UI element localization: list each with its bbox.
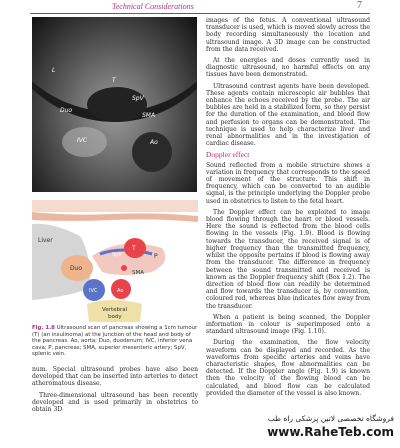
right-column (206, 17, 370, 401)
ultrasound-structure (132, 132, 172, 172)
figure-number: Fig. 1.8 (32, 325, 55, 331)
diagram-label-sma: SMA (132, 270, 144, 276)
paragraph: At the energies and doses currently used in diagnostic ultrasound, no harmful effects on any tissues have been demonstrated. (206, 57, 370, 79)
left-column (32, 366, 198, 417)
paragraph: images of the fetus. A conventional ultrasound transducer is used, which is moved slowly across the body recording simultaneously the location and ultrasound image. A 3D image can be constructed from the data received. (206, 17, 370, 53)
diagram-label-p: P (154, 253, 158, 260)
paragraph: When a patient is being scanned, the Doppler information in colour is superimposed onto a standard ultrasound image (Fig. 1.10). (206, 313, 370, 336)
paragraph: Sound reflected from a mobile structure shows a variation in frequency that corresponds to the speed of movement of the structure. This shift in frequency, which can be converted to an audible signal, is the principle underlying the Doppler probe used in obstetrics to listen to the fetal heart. (206, 161, 370, 205)
us-label-t: T (112, 77, 116, 84)
diagram-label-liver: Liver (38, 237, 53, 244)
header-rule (30, 13, 370, 14)
pancreas-diagram (32, 196, 198, 322)
paragraph: During the examination, the flow velocity waveform can be displayed and recorded. As the waveforms from specific arteries and veins have characteristic shapes, flow abnormalities can be detected. If the Doppler angle (Fig. 1.9) is known then the velocity of the flowing blood can be calculated, and blood flow can be calculated provided the diameter of the vessel is also known. (206, 339, 370, 397)
watermark-url: www.RaheTeb.com (267, 425, 394, 439)
caption-text: Ultrasound scan of pancreas showing a 1cm tumour (T) (an insulinoma) at the junction of the head and body of the pancreas. Ao, aorta; Duo, duodenum; IVC, inferior vena cava; P, pancreas; SMA, superior mesenteric artery; SpV, splenic vein. (32, 325, 198, 358)
us-label-sma: SMA (142, 112, 156, 119)
watermark (206, 414, 396, 444)
paragraph: Three-dimensional ultrasound has been recently developed and is used primarily in obstetrics to obtain 3D (32, 391, 198, 414)
diagram-label-vertebral: Vertebral (102, 307, 128, 313)
us-label-spv: SpV (132, 95, 144, 102)
paragraph: num. Special ultrasound probes have also been developed that can be inserted into arteries to detect atheromatous disease. (32, 366, 198, 388)
running-title: Technical Considerations (112, 2, 194, 11)
watermark-persian-text: فروشگاه تخصصی لاتین پزشکی راه طب (267, 414, 394, 423)
running-header (0, 0, 400, 14)
diagram-label-spv: SpV (112, 252, 122, 258)
diagram-label-t: T (132, 245, 136, 252)
us-label-ivc: IVC (77, 137, 88, 144)
diagram-label-body: body (108, 314, 122, 320)
figure-caption (32, 325, 198, 358)
sma-shape (121, 265, 127, 271)
diagram-label-ivc: IVC (89, 288, 98, 294)
us-label-l: L (52, 67, 56, 74)
ultrasound-image (32, 17, 197, 192)
skin-layer (32, 200, 198, 212)
paragraph: Ultrasound contrast agents have been developed. These agents contain microscopic air bubbles that enhance the echoes received by the probe. The air bubbles are held in a stabilized form, so they persist for the duration of the examination, and blood flow and perfusion to organs can be demonstrated. The technique is used to help characterize liver and renal abnormalities and in the investigation of cardiac disease. (206, 82, 370, 148)
section-heading: Doppler effect (206, 150, 250, 160)
paragraph: The Doppler effect can be exploited to image blood flowing through the heart or blood vessels. Here the sound is reflected from the blood cells flowing in the vessels (Fig. 1.9). Blood is flowing towards the transducer, the received signal is of higher frequency than the transmitted frequency, whilst the opposite pertains if blood is flowing away from the transducer. The difference in frequency between the sound transmitted and received is known as the Doppler frequency shift (Box 1.2). The direction of blood flow can readily be determined and flow towards the transducer is, by convention, coloured red, whereas blue indicates flow away from the transducer. (206, 208, 370, 310)
diagram-label-duo: Duo (70, 265, 83, 272)
us-label-duo: Duo (60, 107, 73, 114)
us-label-ao: Ao (150, 139, 158, 146)
ultrasound-structure (87, 87, 147, 122)
page-number: 7 (357, 0, 362, 11)
diagram-label-ao: Ao (117, 288, 124, 294)
